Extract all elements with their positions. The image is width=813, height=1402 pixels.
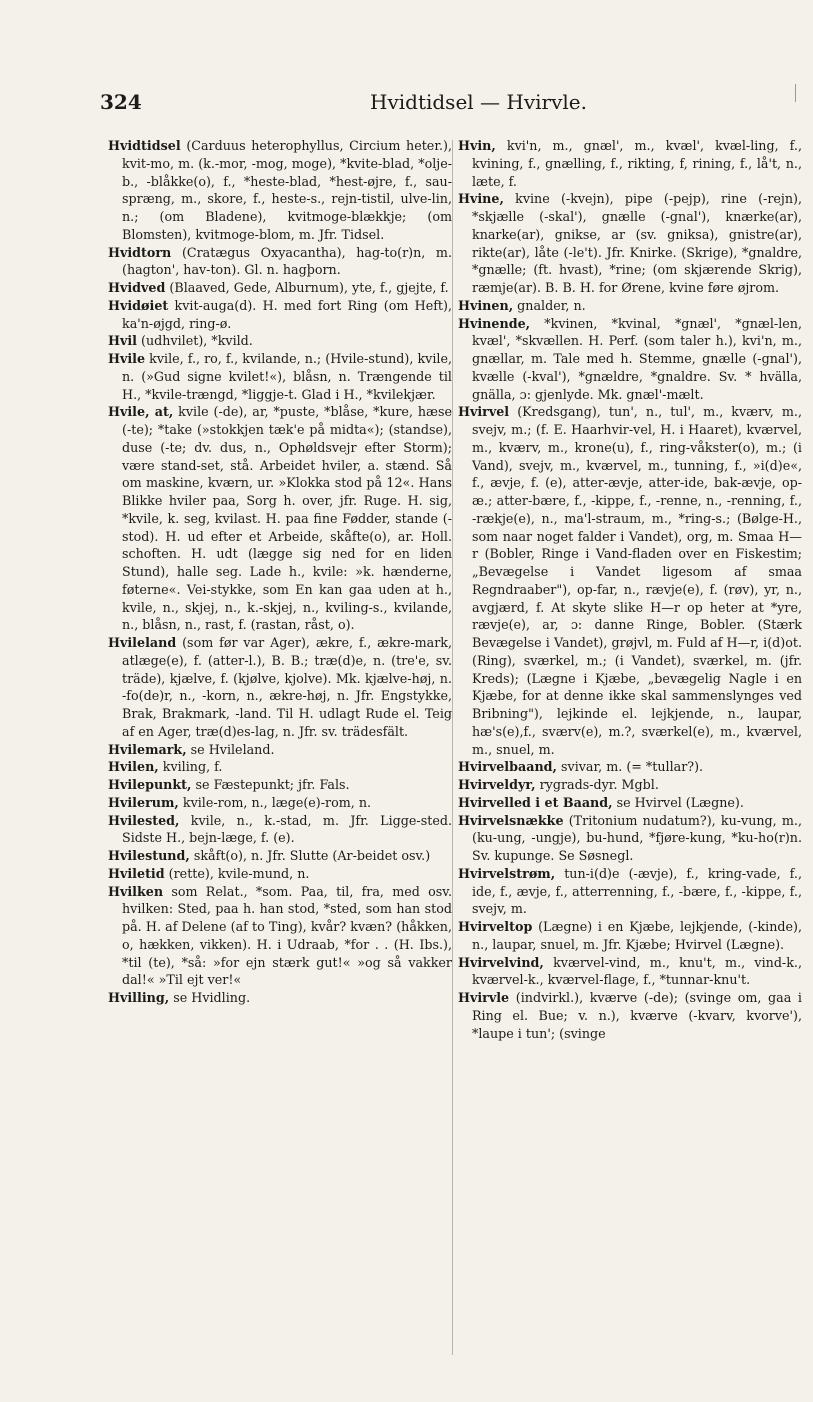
entry-definition: (Kredsgang), tun', n., tul', m., kværv, m., svejv, m.; (f. E. Haarhvir-vel, H. i Haaret), kværvel, m., kværv, m., krone(u), f., ring-våkster(o), m.; (i Vand), svejv, m., kværvel, m., tunning, f., »i(d)e«, f., ævje, f. (e), atter-ævje, atter-ide, bak-ævje, op-æ.; atter-bære, f., -kippe, f., -renne, n., -renning, f., -rækje(e), n., ma'l-straum, m., *ring-s.; (Bølge-H., som naar noget falder i Vandet), org, m. Smaa H—r (Bobler, Ringe i Vand-fladen over en Fiskestim; „Bevægelse i Vandet ligesom af smaa Regndraaber"), op-far, n., rævje(e), f. (røv), yr, n., avgjærd, f. At skyte slike H—r op heter at *yre, rævje(e), ar, ɔ: danne Ringe, Bobler. (Stærk Bevægelse i Vandet), grøjvl, m. Fuld af H—r, i(d)ot. (Ring), sværkel, m.; (i Vandet), sværkel, m. (jfr. Kreds); (Lægne i Kjæbe, „bevægelig Nagle i en Kjæbe, for at denne ikke skal sammenslynges ved Bribning"), lejkinde el. lejkjende, n., laupar, hæ's(e),f., sværv(e), m.?, sværkel(e), m., kværvel, m., snuel, m. [472,404,802,757]
dictionary-entry [108,776,452,794]
entry-headword: Hvirvelsnække [458,812,564,828]
entry-headword: Hvidtorn [108,244,172,260]
column-divider [452,140,453,1355]
entry-definition: (som før var Ager), ækre, f., ækre-mark, atlæge(e), f. (atter-l.), B. B.; træ(d)e, n. (tre'e, sv. träde), kjælve, f. (kjølve, kjolve). Mk. kjælve-høj, n. -fo(de)r, n., -korn, n., ækre-høj, n. Jfr. Engstykke, Brak, Brakmark, -land. Til H. udlagt Rude el. Teig af en Ager, træ(d)es-lag, n. Jfr. sv. trädesfält. [122,635,452,739]
entry-headword: Hvilerum, [108,794,179,810]
entry-headword: Hvileland [108,635,177,650]
dictionary-entry [108,847,452,865]
dictionary-entry [108,279,452,297]
entry-definition: (indvirkl.), kværve (-de); (svinge om, gaa i Ring el. Bue; v. n.), kværve (-kvarv, kvorve'), *laupe i tun'; (svinge [472,990,802,1041]
entry-definition: som Relat., *som. Paa, til, fra, med osv. hvilken: Sted, paa h. han stod, *sted, som han stod på. H. af Delene (af to Ting), kvår? kvæn? (håkken, o, hækken, vikken). H. i Udraab, *for . . (H. Ibs.), *til (te), *så: »for ejn stærk gut!« »og så vakker dal!« »Til ejt ver!« [122,883,452,988]
entry-headword: Hvidøiet [108,297,169,313]
entry-headword: Hviletid [108,865,165,881]
left-column [108,137,452,1007]
dictionary-entry [108,758,452,776]
entry-headword: Hvilestund, [108,848,190,863]
dictionary-entry [458,776,802,794]
entry-headword: Hvinen, [458,297,514,313]
entry-headword: Hvirvelstrøm, [458,865,556,881]
dictionary-entry [108,350,452,403]
dictionary-entry [108,244,452,280]
entry-definition: kvile-rom, n., læge(e)-rom, n. [182,794,372,810]
entry-definition: se Hvirvel (Lægne). [616,794,744,810]
dictionary-entry [458,918,802,954]
dictionary-entry [458,315,802,404]
dictionary-entry [108,865,452,883]
dictionary-entry [108,812,452,848]
entry-headword: Hvil [108,333,137,349]
entry-headword: Hvirvle [458,990,510,1005]
entry-definition: se Hvileland. [190,741,275,757]
dictionary-entry [108,634,452,741]
dictionary-entry [108,989,452,1007]
entry-headword: Hvinende, [458,315,531,331]
dictionary-entry [458,989,802,1042]
entry-headword: Hvine, [458,191,504,207]
entry-definition: kviling, f. [162,759,223,775]
right-column [458,137,802,1042]
dictionary-entry [108,741,452,759]
entry-headword: Hvidtidsel [108,138,181,153]
entry-definition: kvile, n., k.-stad, m. Jfr. Ligge-sted. Sidste H., bejn-læge, f. (e). [122,812,452,846]
entry-headword: Hvin, [458,138,496,153]
dictionary-entry [458,812,802,865]
dictionary-entry [458,403,802,758]
running-head [100,90,740,124]
dictionary-entry [458,297,802,315]
margin-mark [795,84,796,102]
entry-headword: Hvirvel [458,404,510,420]
entry-definition: (Tritonium nudatum?), ku-vung, m., (ku-ung, -ungje), bu-hund, *fjøre-kung, *ku-ho(r)n. Sv. kupunge. Se Søsnegl. [472,812,802,863]
entry-definition: kvi'n, m., gnæl', m., kvæl', kvæl-ling, f., kvining, f., gnælling, f., rikting, f, rining, f., lå't, n., læte, f. [472,138,802,189]
dictionary-entry [458,190,802,297]
entry-headword: Hvilling, [108,990,170,1005]
dictionary-entry [458,758,802,776]
dictionary-entry [108,297,452,333]
entry-definition: kvile (-de), ar, *puste, *blåse, *kure, hæse (-te); *take (»stokkjen tæk'e på midta«); (standse), duse (-te; dv. dus, n., Ophøldsvejr efter Storm); være stand-set, stå. Arbeidet hviler, a. stænd. Så om maskine, kværn, ur. »Klokka stod på 12«. Hans Blikke hviler paa, Sorg h. over, jfr. Ruge. H. sig, *kvile, k. seg, kvilast. H. paa fine Fødder, stande (-stod). H. ud efter et Arbeide, skåfte(o), ar. Holl. schoften. H. udt (lægge sig ned for en liden Stund), halle seg. Lade h., kvile: »k. hænderne, føterne«. Vei-stykke, som En kan gaa uden at h., kvile, n., skjej, n., k.-skjej, n., kviling-s., kvilande, n., blåsn, n., rast, f. (rastan, råst, o). [122,404,452,633]
dictionary-entry [458,865,802,918]
dictionary-entry [108,332,452,350]
entry-definition: se Fæstepunkt; jfr. Fals. [195,777,350,792]
dictionary-entry [458,137,802,190]
entry-headword: Hvirveltop [458,919,533,934]
entry-headword: Hvilken [108,883,164,899]
page-number: 324 [100,90,142,114]
dictionary-entry [108,794,452,812]
dictionary-entry [108,883,452,990]
entry-definition: (Cratægus Oxyacantha), hag-to(r)n, m. (hagton', hav-ton). Gl. n. hagþorn. [122,244,452,278]
entry-headword: Hvile, at, [108,404,174,420]
dictionary-entry [108,403,452,634]
entry-headword: Hvilen, [108,759,159,775]
dictionary-entry [108,137,452,244]
entry-definition: tun-i(d)e (-ævje), f., kring-vade, f., ide, f., ævje, f., atterrenning, f., -bære, f., -kippe, f., svejv, m. [472,865,802,917]
entry-definition: rygrads-dyr. Mgbl. [539,777,659,792]
entry-headword: Hvilemark, [108,741,187,757]
entry-headword: Hvirvelbaand, [458,759,557,775]
entry-headword: Hvilested, [108,812,180,828]
entry-definition: svivar, m. (= *tullar?). [561,759,704,775]
entry-definition: (udhvilet), *kvild. [141,333,253,349]
entry-definition: gnalder, n. [517,297,586,313]
entry-definition: kværvel-vind, m., knu't, m., vind-k., kværvel-k., kværvel-flage, f., *tunnar-knu't. [472,954,802,988]
dictionary-entry [458,954,802,990]
entry-definition: (Blaaved, Gede, Alburnum), yte, f., gjejte, f. [169,280,449,295]
entry-headword: Hvirvelvind, [458,954,544,970]
entry-headword: Hvirvelled i et Baand, [458,794,613,810]
entry-definition: *kvinen, *kvinal, *gnæl', *gnæl-len, kvæl', *skvællen. H. Perf. (som taler h.), kvi'n, m., gnællar, m. Tale med h. Stemme, gnælle (-gnal'), kvælle (-kval'), *gnældre, *gnaldre. Sv. * hvälla, gnälla, ɔ: gjenlyde. Mk. gnæl'-mælt. [472,315,802,402]
entry-definition: skåft(o), n. Jfr. Slutte (Ar-beidet osv.) [193,848,431,863]
entry-definition: (Lægne) i en Kjæbe, lejkjende, (-kinde), n., laupar, snuel, m. Jfr. Kjæbe; Hvirvel (Lægne). [472,919,802,952]
entry-headword: Hvilepunkt, [108,777,192,792]
dictionary-entry [458,794,802,812]
entry-definition: kvit-auga(d). H. med fort Ring (om Heft), ka'n-øjgd, ring-ø. [122,297,452,331]
entry-definition: se Hvidling. [173,990,251,1005]
entry-headword: Hvirveldyr, [458,777,536,792]
entry-definition: kvine (-kvejn), pipe (-pejp), rine (-rejn), *skjælle (-skal'), gnælle (-gnal'), knærke(ar), knarke(ar), gnikse, ar (sv. gniksa), gnistre(ar), rikte(ar), låte (-le't). Jfr. Knirke. (Skrige), *gnaldre, *gnælle; (ft. hvast), *rine; (om skjærende Skrig), ræmje(ar). B. B. H. for Ørene, kvine føre øjrom. [472,191,802,295]
entry-definition: (Carduus heterophyllus, Circium heter.), kvit-mo, m. (k.-mor, -mog, moge), *kvite-blad, *olje-b., -blåkke(o), f., *heste-blad, *hest-øjre, f., sau-spræng, m., skore, f., heste-s., rejn-tistil, ulve-lin, n.; (om Bladene), kvitmoge-blækkje; (om Blomsten), kvitmoge-blom, m. Jfr. Tidsel. [122,138,452,242]
entry-headword: Hvidved [108,280,166,295]
entry-definition: (rette), kvile-mund, n. [168,865,310,881]
entry-headword: Hvile [108,351,146,366]
entry-definition: kvile, f., ro, f., kvilande, n.; (Hvile-stund), kvile, n. (»Gud signe kvilet!«), blåsn, n. Trængende til H., *kvile-trængd, *liggje-t. Glad i H., *kvilekjær. [122,351,452,402]
page-title: Hvidtidsel — Hvirvle. [370,90,587,114]
